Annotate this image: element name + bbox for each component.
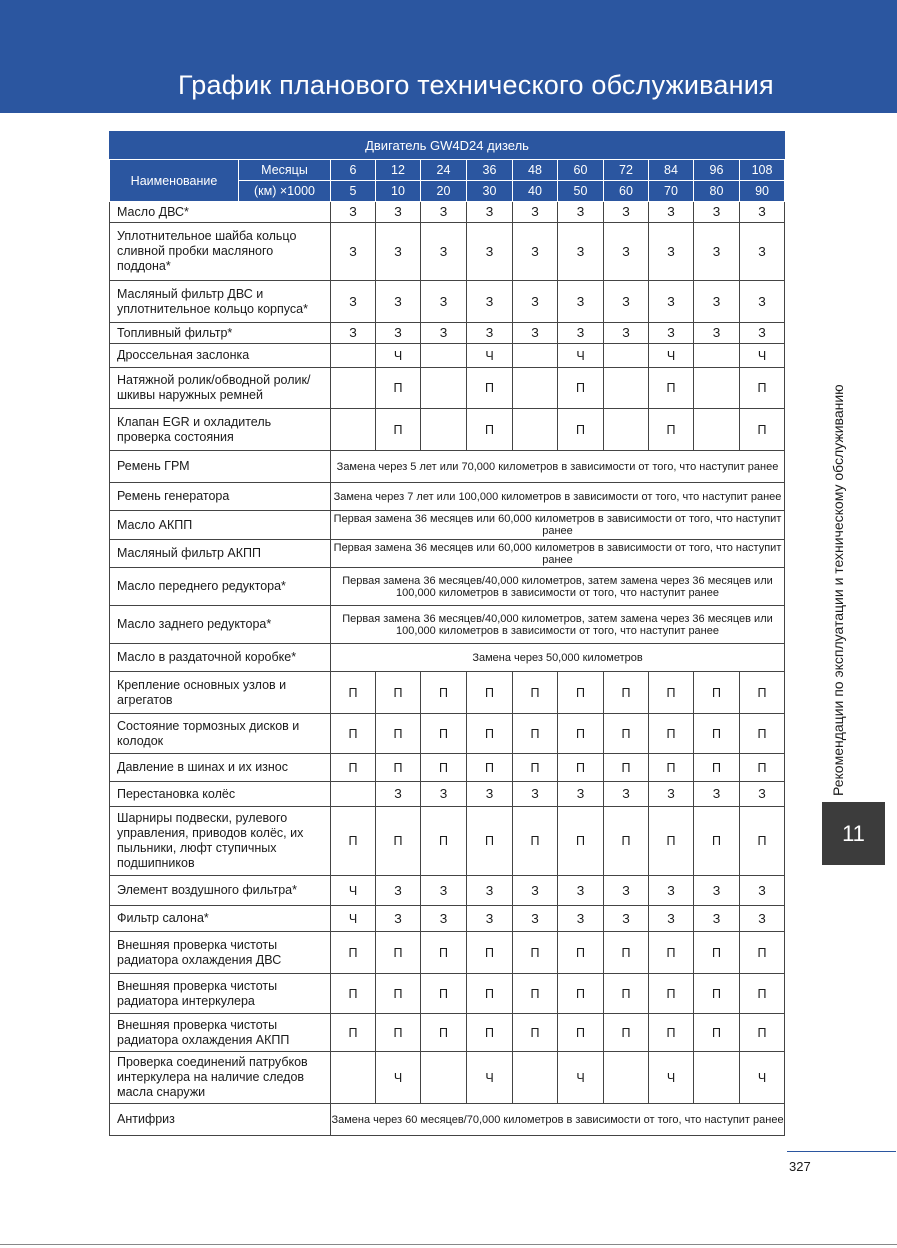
chapter-number-box: 11 — [822, 802, 885, 865]
months-label: Месяцы — [239, 160, 331, 181]
schedule-cell: З — [421, 876, 467, 906]
row-name: Элемент воздушного фильтра* — [110, 876, 331, 906]
schedule-cell: З — [740, 223, 785, 281]
schedule-cell: П — [513, 932, 558, 974]
schedule-cell: З — [694, 223, 740, 281]
schedule-cell: П — [467, 409, 513, 451]
row-name: Масляный фильтр ДВС и уплотнительное кольцо корпуса* — [110, 281, 331, 323]
schedule-cell: З — [421, 323, 467, 344]
row-name: Антифриз — [110, 1104, 331, 1136]
schedule-cell: З — [604, 202, 649, 223]
schedule-cell: П — [467, 807, 513, 876]
schedule-cell: З — [421, 782, 467, 807]
table-row — [110, 672, 785, 714]
schedule-cell: П — [467, 754, 513, 782]
month-interval: 72 — [604, 160, 649, 181]
km-interval: 20 — [421, 181, 467, 202]
schedule-cell: З — [649, 202, 694, 223]
schedule-cell — [331, 368, 376, 409]
schedule-cell: З — [467, 876, 513, 906]
schedule-cell: П — [513, 714, 558, 754]
schedule-cell — [513, 344, 558, 368]
row-name: Внешняя проверка чистоты радиатора охлаждения АКПП — [110, 1014, 331, 1052]
schedule-cell: З — [558, 281, 604, 323]
row-name: Масло в раздаточной коробке* — [110, 644, 331, 672]
schedule-cell: З — [649, 906, 694, 932]
schedule-cell: П — [649, 714, 694, 754]
schedule-cell: П — [649, 1014, 694, 1052]
table-row — [110, 568, 785, 606]
schedule-cell: П — [649, 974, 694, 1014]
table-row — [110, 782, 785, 807]
schedule-cell: П — [421, 807, 467, 876]
schedule-cell: З — [467, 782, 513, 807]
km-interval: 50 — [558, 181, 604, 202]
schedule-cell: Ч — [376, 1052, 421, 1104]
schedule-cell: П — [604, 754, 649, 782]
table-row — [110, 409, 785, 451]
schedule-cell: П — [331, 714, 376, 754]
month-interval: 12 — [376, 160, 421, 181]
schedule-cell: З — [604, 323, 649, 344]
schedule-cell: З — [558, 906, 604, 932]
row-name: Масляный фильтр АКПП — [110, 540, 331, 568]
schedule-cell — [513, 409, 558, 451]
row-name: Клапан EGR и охладитель проверка состояния — [110, 409, 331, 451]
schedule-cell: П — [376, 714, 421, 754]
bottom-rule — [0, 1244, 897, 1245]
schedule-cell: П — [376, 807, 421, 876]
schedule-cell: З — [558, 782, 604, 807]
schedule-cell: П — [513, 672, 558, 714]
schedule-cell: З — [376, 323, 421, 344]
schedule-cell: З — [467, 202, 513, 223]
schedule-cell: П — [604, 672, 649, 714]
schedule-cell: З — [467, 281, 513, 323]
schedule-cell: Ч — [331, 906, 376, 932]
schedule-cell: П — [740, 368, 785, 409]
schedule-cell: П — [694, 672, 740, 714]
schedule-cell: З — [331, 323, 376, 344]
schedule-cell: П — [467, 932, 513, 974]
name-column-header: Наименование — [110, 160, 239, 202]
schedule-cell: П — [376, 754, 421, 782]
schedule-cell: П — [649, 672, 694, 714]
km-interval: 80 — [694, 181, 740, 202]
schedule-cell: П — [376, 1014, 421, 1052]
table-row — [110, 714, 785, 754]
schedule-cell: З — [740, 202, 785, 223]
schedule-cell: П — [558, 932, 604, 974]
month-interval: 36 — [467, 160, 513, 181]
row-name: Топливный фильтр* — [110, 323, 331, 344]
month-interval: 96 — [694, 160, 740, 181]
row-name: Крепление основных узлов и агрегатов — [110, 672, 331, 714]
schedule-cell: З — [467, 906, 513, 932]
schedule-cell: З — [331, 223, 376, 281]
row-name: Перестановка колёс — [110, 782, 331, 807]
schedule-cell — [421, 409, 467, 451]
schedule-cell: П — [694, 932, 740, 974]
schedule-cell: З — [694, 323, 740, 344]
chapter-side-label: Рекомендации по эксплуатации и техническому обслуживанию — [830, 384, 846, 796]
schedule-cell: П — [740, 974, 785, 1014]
month-interval: 108 — [740, 160, 785, 181]
table-row — [110, 223, 785, 281]
schedule-cell: Ч — [467, 344, 513, 368]
schedule-cell: П — [513, 754, 558, 782]
schedule-cell: Ч — [649, 344, 694, 368]
schedule-cell: З — [694, 782, 740, 807]
schedule-cell: З — [649, 223, 694, 281]
table-row — [110, 540, 785, 568]
schedule-cell: П — [604, 1014, 649, 1052]
schedule-cell: П — [376, 974, 421, 1014]
km-interval: 60 — [604, 181, 649, 202]
schedule-cell: П — [331, 807, 376, 876]
schedule-cell: П — [740, 1014, 785, 1052]
schedule-cell: П — [740, 672, 785, 714]
schedule-cell: П — [558, 807, 604, 876]
km-interval: 90 — [740, 181, 785, 202]
row-name: Давление в шинах и их износ — [110, 754, 331, 782]
schedule-cell: П — [376, 368, 421, 409]
schedule-cell: П — [694, 1014, 740, 1052]
schedule-cell: П — [331, 932, 376, 974]
schedule-cell: З — [740, 323, 785, 344]
schedule-cell: Ч — [649, 1052, 694, 1104]
schedule-cell: З — [513, 906, 558, 932]
schedule-cell: П — [467, 974, 513, 1014]
row-name: Масло АКПП — [110, 511, 331, 540]
schedule-cell: Ч — [740, 1052, 785, 1104]
schedule-cell — [513, 368, 558, 409]
schedule-cell: Ч — [376, 344, 421, 368]
schedule-cell: П — [558, 714, 604, 754]
schedule-cell: З — [694, 202, 740, 223]
schedule-cell: З — [376, 223, 421, 281]
schedule-cell: П — [376, 932, 421, 974]
table-row — [110, 1104, 785, 1136]
schedule-cell: П — [740, 714, 785, 754]
schedule-cell: П — [331, 974, 376, 1014]
schedule-cell: З — [376, 876, 421, 906]
row-note: Замена через 7 лет или 100,000 километров в зависимости от того, что наступит ранее — [331, 483, 785, 511]
engine-header-row — [110, 132, 785, 160]
schedule-cell: П — [604, 807, 649, 876]
table-row — [110, 1014, 785, 1052]
row-note: Первая замена 36 месяцев или 60,000 километров в зависимости от того, что наступит ранее — [331, 540, 785, 568]
row-note: Замена через 5 лет или 70,000 километров в зависимости от того, что наступит ранее — [331, 451, 785, 483]
table-row — [110, 202, 785, 223]
schedule-cell: П — [740, 754, 785, 782]
schedule-cell: З — [558, 202, 604, 223]
schedule-cell: З — [558, 223, 604, 281]
table-row — [110, 483, 785, 511]
schedule-cell: П — [467, 368, 513, 409]
schedule-cell: З — [376, 906, 421, 932]
row-name: Натяжной ролик/обводной ролик/шкивы наружных ремней — [110, 368, 331, 409]
table-row — [110, 754, 785, 782]
schedule-cell: Ч — [467, 1052, 513, 1104]
schedule-cell: П — [513, 807, 558, 876]
months-header-row — [110, 160, 785, 181]
table-row — [110, 344, 785, 368]
table-row — [110, 906, 785, 932]
km-interval: 70 — [649, 181, 694, 202]
schedule-cell: З — [421, 223, 467, 281]
schedule-cell: З — [740, 782, 785, 807]
schedule-cell: П — [740, 409, 785, 451]
schedule-cell: З — [740, 876, 785, 906]
page-number: 327 — [789, 1159, 811, 1174]
schedule-cell — [604, 409, 649, 451]
row-name: Масло заднего редуктора* — [110, 606, 331, 644]
km-interval: 5 — [331, 181, 376, 202]
schedule-cell: Ч — [331, 876, 376, 906]
schedule-cell: З — [467, 223, 513, 281]
schedule-cell: П — [467, 672, 513, 714]
schedule-cell: З — [513, 202, 558, 223]
schedule-cell: З — [649, 876, 694, 906]
schedule-cell: П — [331, 754, 376, 782]
table-row — [110, 1052, 785, 1104]
km-label: (км) ×1000 — [239, 181, 331, 202]
schedule-cell: З — [604, 782, 649, 807]
schedule-cell — [331, 1052, 376, 1104]
km-interval: 10 — [376, 181, 421, 202]
schedule-cell: П — [331, 1014, 376, 1052]
row-name: Внешняя проверка чистоты радиатора охлаждения ДВС — [110, 932, 331, 974]
schedule-cell: З — [740, 281, 785, 323]
row-name: Шарниры подвески, рулевого управления, приводов колёс, их пыльники, люфт ступичных подшипников — [110, 807, 331, 876]
schedule-cell — [331, 782, 376, 807]
schedule-cell: П — [740, 932, 785, 974]
table-row — [110, 876, 785, 906]
table-row — [110, 451, 785, 483]
schedule-cell: З — [558, 876, 604, 906]
schedule-cell: З — [376, 202, 421, 223]
schedule-cell: П — [421, 754, 467, 782]
schedule-cell: З — [694, 876, 740, 906]
schedule-cell: З — [421, 202, 467, 223]
maintenance-schedule-table — [109, 131, 785, 1136]
row-name: Дроссельная заслонка — [110, 344, 331, 368]
schedule-cell: П — [421, 932, 467, 974]
row-note: Замена через 60 месяцев/70,000 километров в зависимости от того, что наступит ранее — [331, 1104, 785, 1136]
row-name: Масло переднего редуктора* — [110, 568, 331, 606]
row-note: Первая замена 36 месяцев/40,000 километров, затем замена через 36 месяцев или 100,000 километров в зависимости от того, что наступит ранее — [331, 606, 785, 644]
table-row — [110, 932, 785, 974]
schedule-cell: З — [558, 323, 604, 344]
schedule-cell — [421, 344, 467, 368]
schedule-cell: З — [649, 323, 694, 344]
row-name: Состояние тормозных дисков и колодок — [110, 714, 331, 754]
schedule-cell: П — [649, 368, 694, 409]
schedule-cell: З — [376, 281, 421, 323]
schedule-cell: З — [740, 906, 785, 932]
row-name: Уплотнительное шайба кольцо сливной пробки масляного поддона* — [110, 223, 331, 281]
schedule-cell: П — [649, 932, 694, 974]
schedule-cell: П — [376, 409, 421, 451]
schedule-cell — [604, 368, 649, 409]
month-interval: 84 — [649, 160, 694, 181]
schedule-cell — [694, 1052, 740, 1104]
schedule-cell: П — [694, 754, 740, 782]
row-note: Замена через 50,000 километров — [331, 644, 785, 672]
schedule-cell: З — [513, 876, 558, 906]
schedule-cell: З — [694, 281, 740, 323]
footer-rule — [787, 1151, 896, 1152]
schedule-cell — [604, 1052, 649, 1104]
schedule-cell: З — [331, 202, 376, 223]
schedule-cell — [421, 368, 467, 409]
header-band — [0, 0, 897, 113]
row-name: Ремень генератора — [110, 483, 331, 511]
table-row — [110, 974, 785, 1014]
schedule-cell: З — [649, 281, 694, 323]
schedule-cell: Ч — [740, 344, 785, 368]
table-row — [110, 323, 785, 344]
schedule-cell: Ч — [558, 1052, 604, 1104]
schedule-cell — [513, 1052, 558, 1104]
schedule-cell: П — [376, 672, 421, 714]
table-row — [110, 644, 785, 672]
schedule-cell: З — [421, 281, 467, 323]
schedule-cell: П — [513, 974, 558, 1014]
schedule-cell: З — [467, 323, 513, 344]
schedule-cell: З — [376, 782, 421, 807]
schedule-cell: П — [740, 807, 785, 876]
schedule-cell: З — [649, 782, 694, 807]
schedule-cell: З — [513, 782, 558, 807]
row-name: Ремень ГРМ — [110, 451, 331, 483]
table-row — [110, 606, 785, 644]
km-interval: 30 — [467, 181, 513, 202]
row-name: Внешняя проверка чистоты радиатора интеркулера — [110, 974, 331, 1014]
schedule-cell: П — [558, 1014, 604, 1052]
month-interval: 60 — [558, 160, 604, 181]
month-interval: 6 — [331, 160, 376, 181]
schedule-cell: П — [694, 974, 740, 1014]
schedule-cell: П — [421, 974, 467, 1014]
table-row — [110, 807, 785, 876]
schedule-cell — [421, 1052, 467, 1104]
schedule-cell: П — [604, 932, 649, 974]
schedule-cell: З — [604, 223, 649, 281]
schedule-cell — [694, 368, 740, 409]
engine-title: Двигатель GW4D24 дизель — [110, 132, 785, 160]
schedule-cell: П — [331, 672, 376, 714]
schedule-cell: П — [421, 1014, 467, 1052]
row-name: Фильтр салона* — [110, 906, 331, 932]
schedule-cell: П — [558, 368, 604, 409]
schedule-cell: П — [558, 409, 604, 451]
schedule-cell: П — [694, 714, 740, 754]
schedule-cell: З — [421, 906, 467, 932]
schedule-cell: П — [513, 1014, 558, 1052]
schedule-cell: П — [558, 754, 604, 782]
schedule-cell: П — [604, 714, 649, 754]
schedule-cell: П — [421, 714, 467, 754]
km-interval: 40 — [513, 181, 558, 202]
table-row — [110, 281, 785, 323]
schedule-cell: П — [558, 974, 604, 1014]
month-interval: 24 — [421, 160, 467, 181]
month-interval: 48 — [513, 160, 558, 181]
schedule-cell: З — [604, 281, 649, 323]
row-name: Масло ДВС* — [110, 202, 331, 223]
schedule-cell: П — [421, 672, 467, 714]
schedule-cell: З — [513, 223, 558, 281]
table-row — [110, 511, 785, 540]
page-title: График планового технического обслуживания — [178, 70, 774, 100]
schedule-cell: З — [604, 906, 649, 932]
schedule-cell — [331, 344, 376, 368]
row-note: Первая замена 36 месяцев или 60,000 километров в зависимости от того, что наступит ранее — [331, 511, 785, 540]
schedule-cell: П — [558, 672, 604, 714]
row-name: Проверка соединений патрубков интеркулера на наличие следов масла снаружи — [110, 1052, 331, 1104]
schedule-cell: П — [649, 754, 694, 782]
schedule-cell: П — [604, 974, 649, 1014]
schedule-cell — [604, 344, 649, 368]
schedule-cell: П — [649, 807, 694, 876]
schedule-cell: П — [694, 807, 740, 876]
schedule-cell: П — [467, 1014, 513, 1052]
schedule-cell: Ч — [558, 344, 604, 368]
schedule-cell: П — [467, 714, 513, 754]
row-note: Первая замена 36 месяцев/40,000 километров, затем замена через 36 месяцев или 100,000 километров в зависимости от того, что наступит ранее — [331, 568, 785, 606]
schedule-cell: З — [331, 281, 376, 323]
schedule-cell — [331, 409, 376, 451]
table-row — [110, 368, 785, 409]
schedule-cell — [694, 409, 740, 451]
schedule-cell — [694, 344, 740, 368]
schedule-cell: З — [694, 906, 740, 932]
schedule-cell: З — [604, 876, 649, 906]
schedule-cell: З — [513, 323, 558, 344]
schedule-cell: З — [513, 281, 558, 323]
schedule-cell: П — [649, 409, 694, 451]
